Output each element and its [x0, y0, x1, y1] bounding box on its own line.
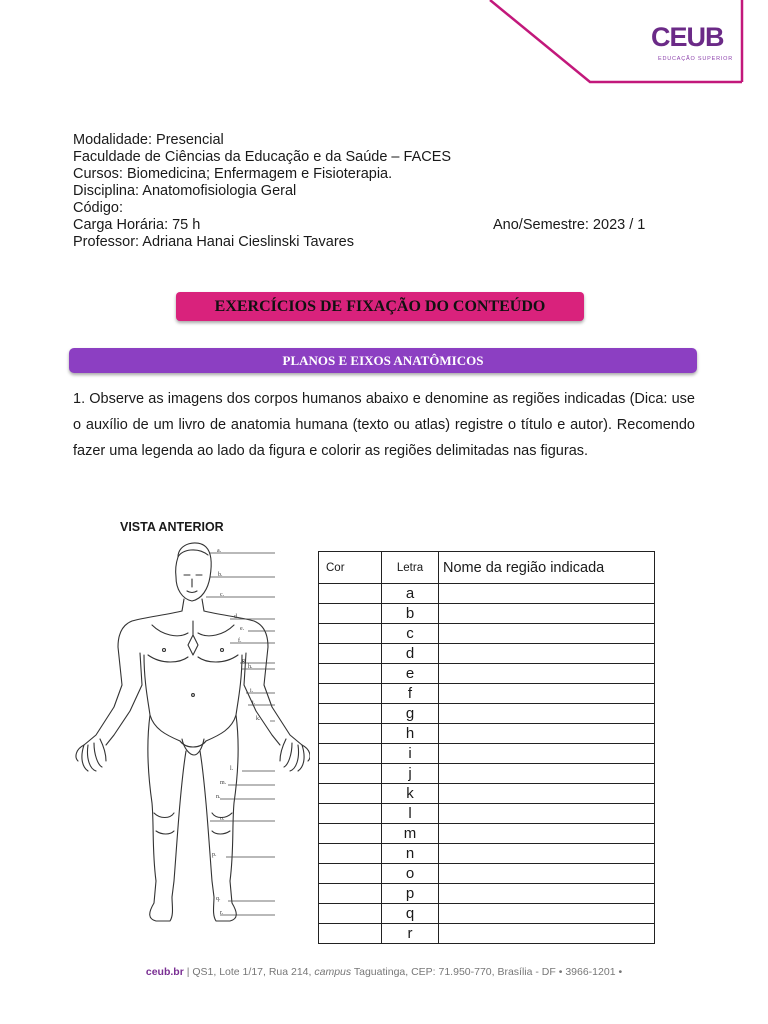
table-row	[319, 844, 655, 864]
course-info	[73, 132, 646, 251]
color-cell[interactable]	[319, 584, 382, 604]
fig-label-c: c.	[220, 592, 225, 598]
section-heading: PLANOS E EIXOS ANATÔMICOS	[69, 348, 697, 373]
letter-cell: r	[382, 924, 439, 944]
letter-cell: l	[382, 804, 439, 824]
fig-label-q: q.	[216, 896, 221, 902]
letter-cell: n	[382, 844, 439, 864]
fig-label-i: i.	[250, 688, 254, 694]
info-modalidade: Modalidade: Presencial	[73, 132, 224, 148]
color-cell[interactable]	[319, 744, 382, 764]
table-row	[319, 644, 655, 664]
letter-cell: d	[382, 644, 439, 664]
letter-cell: h	[382, 724, 439, 744]
letter-cell: j	[382, 764, 439, 784]
table-row	[319, 864, 655, 884]
color-cell[interactable]	[319, 804, 382, 824]
fig-label-a: a.	[217, 548, 222, 554]
header-letra: Letra	[382, 552, 439, 584]
letter-cell: b	[382, 604, 439, 624]
info-cursos: Cursos: Biomedicina; Enfermagem e Fisioterapia.	[73, 166, 393, 182]
color-cell[interactable]	[319, 624, 382, 644]
fig-label-j: j.	[252, 700, 256, 706]
fig-label-g: g.	[242, 658, 247, 664]
color-cell[interactable]	[319, 784, 382, 804]
footer-campus: campus	[314, 966, 352, 978]
color-cell[interactable]	[319, 764, 382, 784]
exercise-title: EXERCÍCIOS DE FIXAÇÃO DO CONTEÚDO	[176, 292, 584, 321]
letter-cell: k	[382, 784, 439, 804]
region-name-cell[interactable]	[439, 584, 655, 604]
fig-label-n: n.	[216, 794, 221, 800]
question-text: 1. Observe as imagens dos corpos humanos abaixo e denomine as regiões indicadas (Dica: use o auxílio de um livro de anatomia humana (texto ou atlas) registre o título e autor). Recomendo fazer uma legenda ao lado da figura e colorir as regiões delimitadas nas figuras.	[73, 391, 695, 459]
region-name-cell[interactable]	[439, 664, 655, 684]
color-cell[interactable]	[319, 824, 382, 844]
fig-label-e: e.	[240, 626, 245, 632]
table-row	[319, 624, 655, 644]
footer-address: QS1, Lote 1/17, Rua 214,	[192, 966, 315, 978]
table-row	[319, 764, 655, 784]
region-name-cell[interactable]	[439, 684, 655, 704]
fig-label-m: m.	[220, 780, 227, 786]
header-nome: Nome da região indicada	[439, 552, 655, 584]
region-name-cell[interactable]	[439, 904, 655, 924]
regions-table	[318, 551, 655, 944]
fig-label-b: b.	[218, 572, 223, 578]
info-carga: Carga Horária: 75 h	[73, 217, 201, 233]
color-cell[interactable]	[319, 704, 382, 724]
table-row	[319, 904, 655, 924]
color-cell[interactable]	[319, 924, 382, 944]
fig-label-h: h.	[248, 664, 253, 670]
region-name-cell[interactable]	[439, 724, 655, 744]
letter-cell: m	[382, 824, 439, 844]
letter-cell: a	[382, 584, 439, 604]
region-name-cell[interactable]	[439, 644, 655, 664]
footer-separator: |	[183, 966, 193, 978]
figure-title: VISTA ANTERIOR	[120, 520, 224, 534]
table-row	[319, 884, 655, 904]
table-row	[319, 684, 655, 704]
fig-label-d: d.	[234, 614, 239, 620]
header-cor: Cor	[319, 552, 382, 584]
color-cell[interactable]	[319, 724, 382, 744]
fig-label-p: p.	[212, 852, 217, 858]
footer-site-link[interactable]: ceub.br	[145, 966, 184, 978]
info-professor: Professor: Adriana Hanai Cieslinski Tavares	[73, 234, 355, 250]
table-row	[319, 724, 655, 744]
fig-label-l: l.	[230, 766, 234, 772]
fig-label-f: f.	[238, 638, 242, 644]
letter-cell: i	[382, 744, 439, 764]
footer-address-rest: Taguatinga, CEP: 71.950-770, Brasília - DF • 3966-1201 •	[351, 966, 623, 978]
table-row	[319, 924, 655, 944]
table-row	[319, 704, 655, 724]
table-row	[319, 664, 655, 684]
page-footer	[0, 966, 768, 978]
info-carga-row	[73, 217, 646, 234]
letter-cell: p	[382, 884, 439, 904]
table-header-row	[319, 552, 655, 584]
table-row	[319, 824, 655, 844]
fig-label-r: r.	[220, 910, 224, 916]
color-cell[interactable]	[319, 664, 382, 684]
info-faculdade: Faculdade de Ciências da Educação e da Saúde – FACES	[73, 149, 452, 165]
table-row	[319, 784, 655, 804]
info-disciplina: Disciplina: Anatomofisiologia Geral	[73, 183, 297, 199]
table-row	[319, 584, 655, 604]
fig-label-o: o.	[220, 816, 225, 822]
ceub-logo: CEUB	[651, 22, 724, 52]
color-cell[interactable]	[319, 684, 382, 704]
letter-cell: f	[382, 684, 439, 704]
anterior-body-figure	[70, 535, 310, 930]
table-row	[319, 604, 655, 624]
region-name-cell[interactable]	[439, 824, 655, 844]
region-name-cell[interactable]	[439, 844, 655, 864]
region-name-cell[interactable]	[439, 604, 655, 624]
letter-cell: g	[382, 704, 439, 724]
region-name-cell[interactable]	[439, 704, 655, 724]
info-codigo: Código:	[73, 200, 123, 216]
ceub-logo-subtitle: EDUCAÇÃO SUPERIOR	[658, 56, 734, 62]
color-cell[interactable]	[319, 844, 382, 864]
region-name-cell[interactable]	[439, 864, 655, 884]
region-name-cell[interactable]	[439, 924, 655, 944]
letter-cell: q	[382, 904, 439, 924]
region-name-cell[interactable]	[439, 744, 655, 764]
fig-label-k: k.	[256, 716, 261, 722]
letter-cell: o	[382, 864, 439, 884]
region-name-cell[interactable]	[439, 624, 655, 644]
color-cell[interactable]	[319, 884, 382, 904]
color-cell[interactable]	[319, 644, 382, 664]
region-name-cell[interactable]	[439, 804, 655, 824]
table-row	[319, 804, 655, 824]
region-name-cell[interactable]	[439, 884, 655, 904]
letter-cell: c	[382, 624, 439, 644]
region-name-cell[interactable]	[439, 764, 655, 784]
letter-cell: e	[382, 664, 439, 684]
region-name-cell[interactable]	[439, 784, 655, 804]
color-cell[interactable]	[319, 864, 382, 884]
color-cell[interactable]	[319, 604, 382, 624]
table-row	[319, 744, 655, 764]
info-ano-semestre: Ano/Semestre: 2023 / 1	[493, 217, 646, 233]
color-cell[interactable]	[319, 904, 382, 924]
